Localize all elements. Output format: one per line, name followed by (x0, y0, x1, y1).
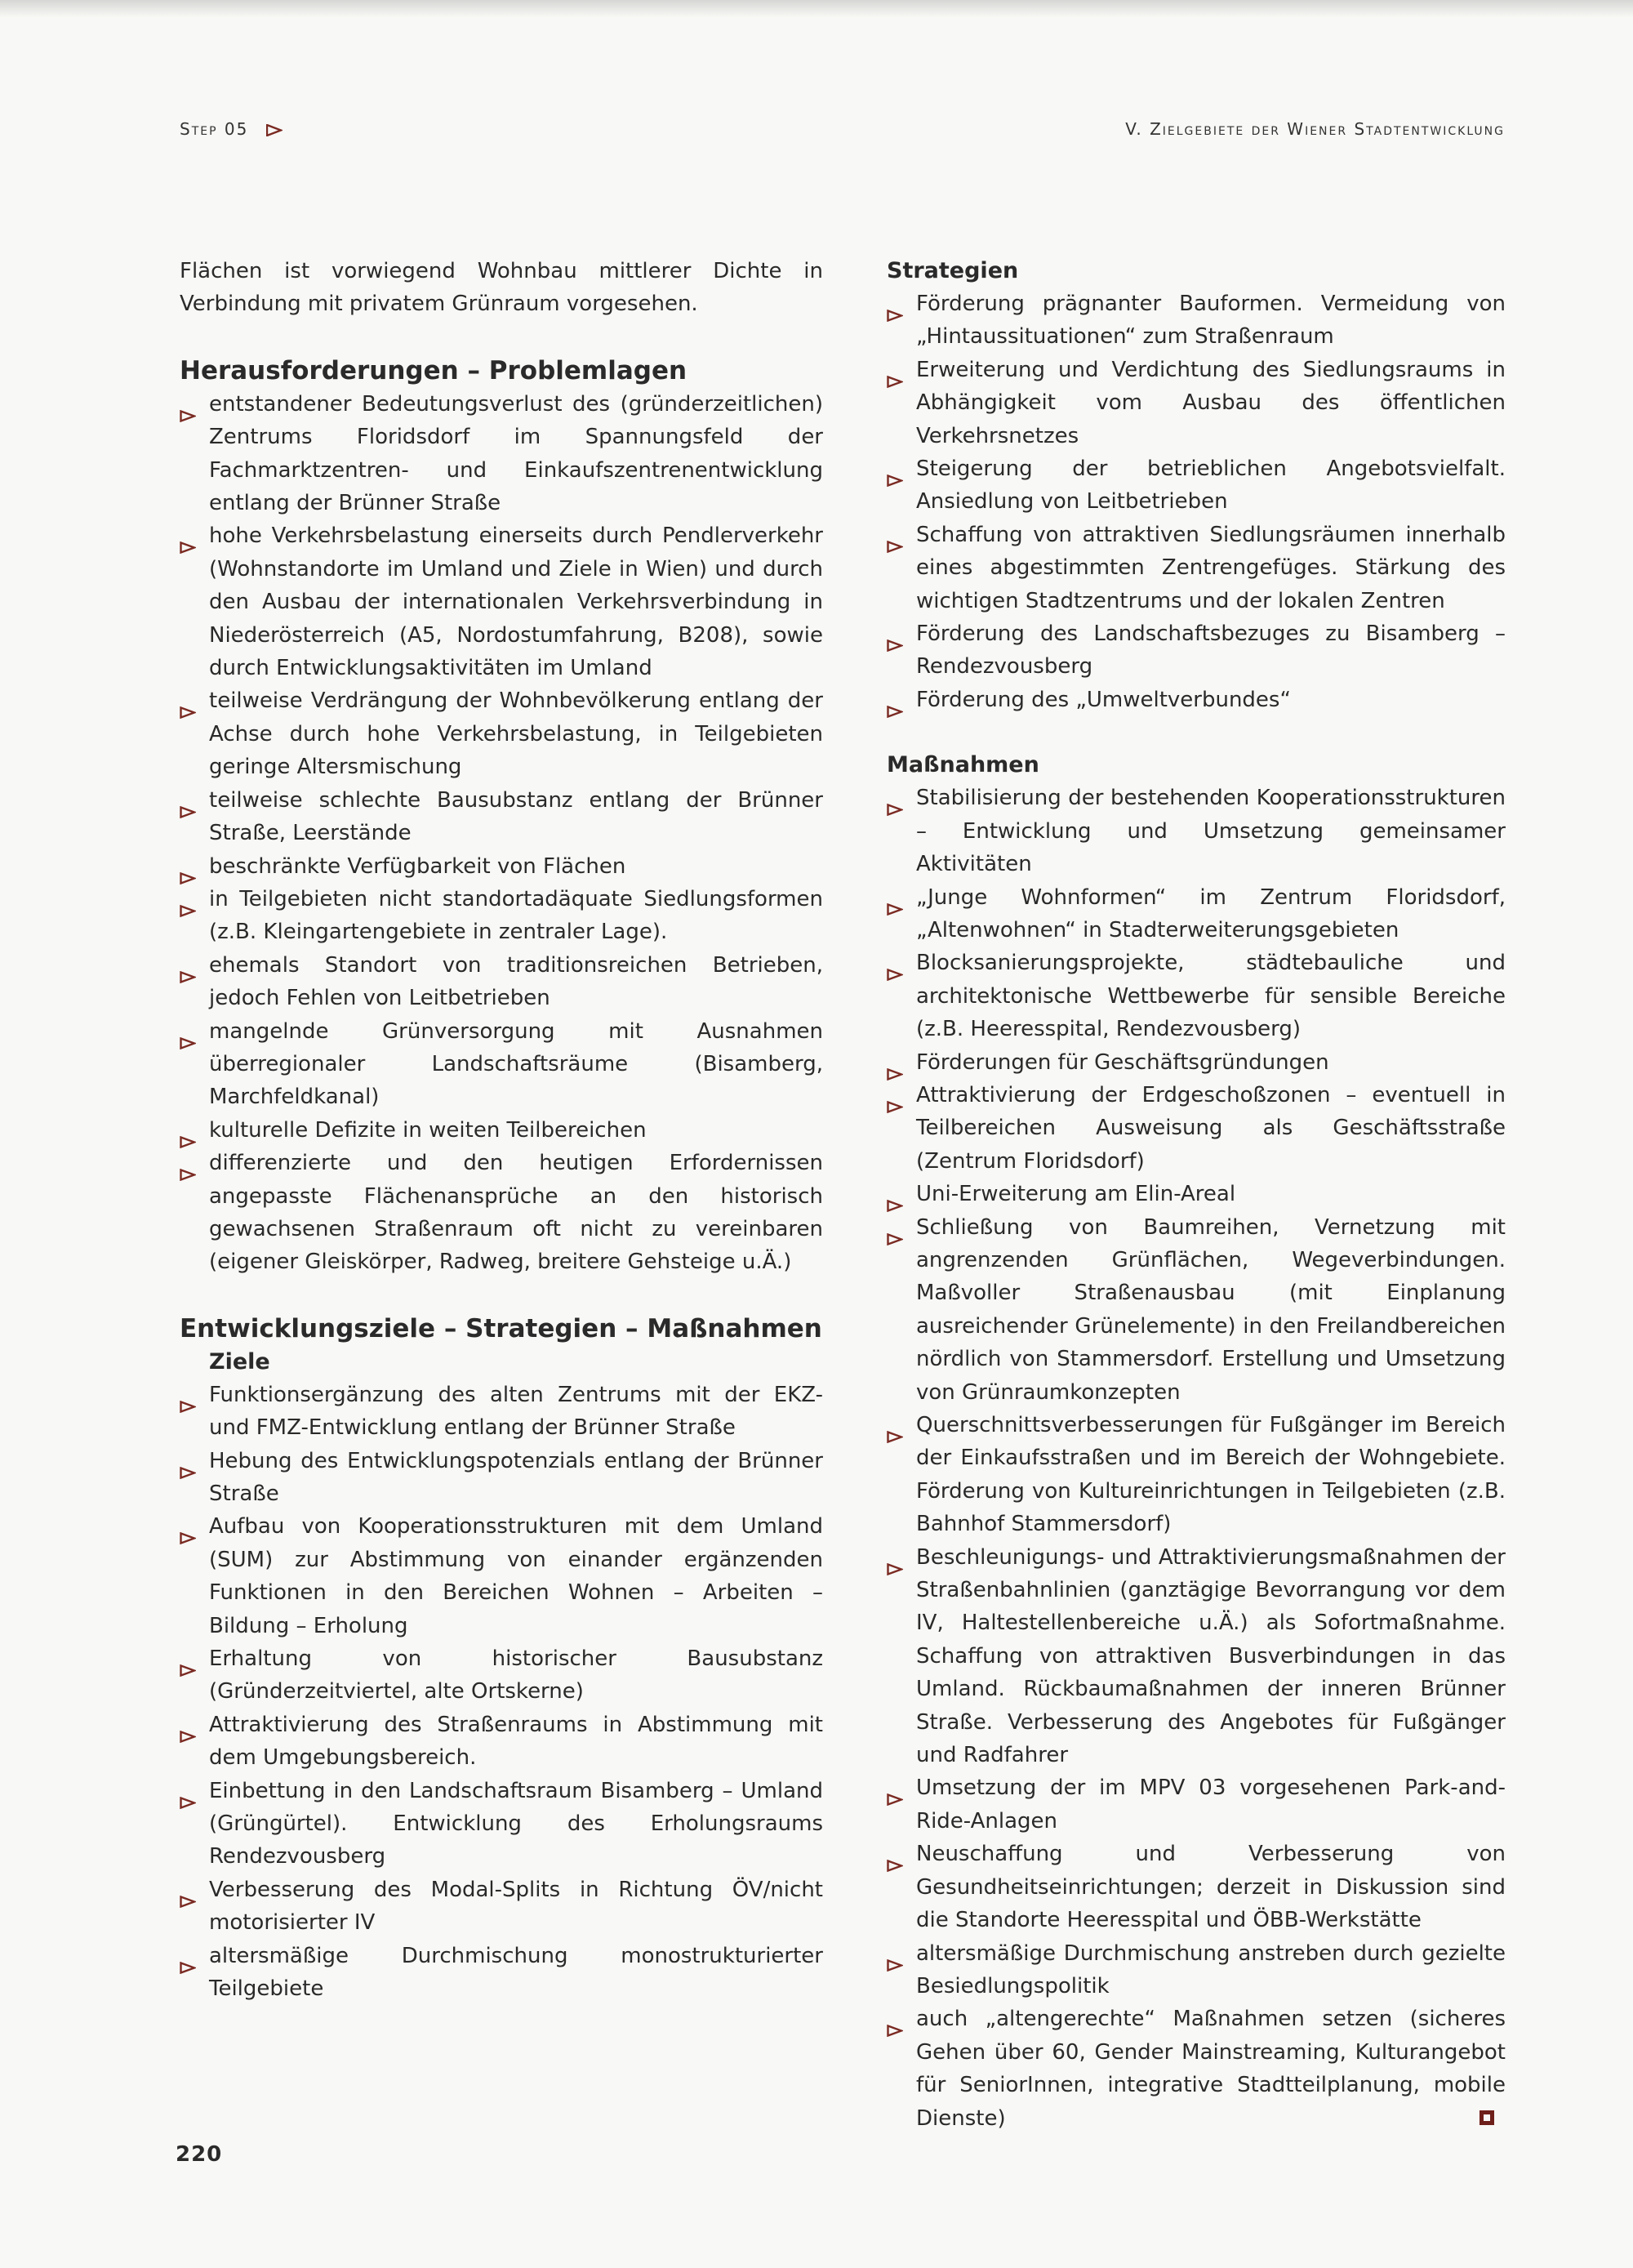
triangle-bullet-icon (887, 893, 903, 905)
list-item-text: differenzierte und den heutigen Erfordernissen angepasste Flächenansprüche an den historisch gewachsenen Straßenraum oft nicht zu vereinbaren (eigener Gleiskörper, Radweg, breitere Gehsteige u.Ä.) (209, 1151, 823, 1275)
list-item (887, 1771, 1506, 1838)
triangle-bullet-icon (887, 530, 903, 542)
list-item-text: Neuschaffung und Verbesserung von Gesundheitseinrichtungen; derzeit in Diskussion sind die Standorte Heeresspital und ÖBB-Werkstätte (916, 1842, 1506, 1933)
list-item-text: entstandener Bedeutungsverlust des (gründerzeitlichen) Zentrums Floridsdorf im Spannungsfeld der Fachmarktzentren- und Einkaufszentrenentwicklung entlang der Brünner Straße (209, 391, 823, 516)
triangle-bullet-icon (180, 1027, 196, 1039)
list-item (887, 1541, 1506, 1772)
list-item (887, 519, 1506, 617)
triangle-bullet-icon (180, 1456, 196, 1468)
list-item-text: Stabilisierung der bestehenden Kooperationsstrukturen – Entwicklung und Umsetzung gemeinsamer Aktivitäten (916, 786, 1506, 877)
page-number: 220 (176, 2142, 223, 2167)
left-column (180, 255, 823, 2006)
measures-heading: Maßnahmen (887, 752, 1039, 778)
triangle-bullet-icon (887, 1783, 903, 1795)
step-label: Step 05 (180, 119, 249, 139)
triangle-bullet-icon (887, 958, 903, 970)
list-item (180, 684, 823, 783)
list-item-text: altersmäßige Durchmischung anstreben durch gezielte Besiedlungspolitik (916, 1940, 1506, 1998)
list-item (887, 881, 1506, 947)
scan-edge (0, 0, 1633, 18)
list-item-text: Steigerung der betrieblichen Angebotsvielfalt. Ansiedlung von Leitbetrieben (916, 457, 1506, 515)
end-of-article-icon (1479, 2110, 1494, 2125)
triangle-bullet-icon (180, 696, 196, 708)
triangle-bullet-icon (180, 399, 196, 412)
strategies-heading: Strategien (887, 258, 1019, 283)
intro-paragraph: Flächen ist vorwiegend Wohnbau mittlerer Dichte in Verbindung mit privatem Grünraum vorgesehen. (180, 259, 823, 317)
list-item-text: Aufbau von Kooperationsstrukturen mit dem Umland (SUM) zur Abstimmung von einander ergänzenden Funktionen in den Bereichen Wohnen – Arbeiten – Bildung – Erholung (209, 1514, 823, 1638)
triangle-bullet-icon (180, 1522, 196, 1534)
list-item-text: hohe Verkehrsbelastung einerseits durch Pendlerverkehr (Wohnstandorte im Umland und Ziele in Wien) und durch den Ausbau der internationalen Verkehrsverbindung in Niederösterreich (A5, Nordostumfahrung, B208), sowie durch Entwicklungsaktivitäten im Umland (209, 524, 823, 681)
triangle-bullet-icon (887, 365, 903, 377)
triangle-bullet-icon (180, 894, 196, 907)
triangle-bullet-icon (887, 1849, 903, 1861)
list-item (887, 1178, 1506, 1210)
list-item-text: Blocksanierungsprojekte, städtebauliche und architektonische Wettbewerbe für sensible Bereiche (z.B. Heeresspital, Rendezvousberg) (916, 951, 1506, 1042)
list-item (887, 947, 1506, 1045)
list-item (887, 1211, 1506, 1409)
list-item-text: ehemals Standort von traditionsreichen Betrieben, jedoch Fehlen von Leitbetrieben (209, 952, 823, 1011)
triangle-arrow-icon (266, 124, 278, 135)
list-item-text: teilweise Verdrängung der Wohnbevölkerung entlang der Achse durch hohe Verkehrsbelastung, in Teilgebieten geringe Altersmischung (209, 688, 823, 780)
goals-subheading: Ziele (209, 1348, 270, 1375)
list-item-text: Verbesserung des Modal-Splits in Richtung ÖV/nicht motorisierter IV (209, 1877, 823, 1936)
triangle-bullet-icon (887, 793, 903, 805)
list-item (887, 354, 1506, 452)
list-item-text: Einbettung in den Landschaftsraum Bisamberg – Umland (Grüngürtel). Entwicklung des Erholungsraums Rendezvousberg (209, 1778, 823, 1869)
list-item (180, 1642, 823, 1709)
running-header-left (180, 119, 278, 139)
right-column (887, 255, 1506, 2135)
list-item (180, 850, 823, 883)
triangle-bullet-icon (180, 1158, 196, 1170)
list-item-text: altersmäßige Durchmischung monostrukturierter Teilgebiete (209, 1943, 823, 2002)
list-item (180, 1379, 823, 1445)
triangle-bullet-icon (887, 1949, 903, 1961)
triangle-bullet-icon (887, 2014, 903, 2026)
list-item (180, 1709, 823, 1775)
goals-heading: Entwicklungsziele – Strategien – Maßnahmen (180, 1313, 822, 1343)
list-item (887, 1409, 1506, 1541)
triangle-bullet-icon (887, 1090, 903, 1103)
list-item (180, 1147, 823, 1279)
list-item (887, 1046, 1506, 1079)
challenges-heading: Herausforderungen – Problemlagen (180, 355, 687, 385)
list-item (887, 1838, 1506, 1936)
list-item-text: Umsetzung der im MPV 03 vorgesehenen Park-and-Ride-Anlagen (916, 1776, 1506, 1834)
list-item (180, 784, 823, 850)
triangle-bullet-icon (180, 1125, 196, 1138)
goals-list (180, 1379, 823, 2006)
strategies-list (887, 287, 1506, 716)
triangle-bullet-icon (180, 531, 196, 543)
list-item-text: in Teilgebieten nicht standortadäquate Siedlungsformen (z.B. Kleingartengebiete in zentraler Lage). (209, 886, 823, 945)
list-item-text: mangelnde Grünversorgung mit Ausnahmen überregionaler Landschaftsräume (Bisamberg, Marchfeldkanal) (209, 1018, 823, 1110)
list-item-text: Erweiterung und Verdichtung des Siedlungsraums in Abhängigkeit vom Ausbau des öffentlichen Verkehrsnetzes (916, 357, 1506, 448)
triangle-bullet-icon (887, 299, 903, 311)
list-item (180, 1445, 823, 1511)
triangle-bullet-icon (887, 1553, 903, 1565)
list-item (887, 1079, 1506, 1178)
triangle-bullet-icon (887, 1058, 903, 1070)
list-item-text: Schließung von Baumreihen, Vernetzung mit angrenzenden Grünflächen, Wegeverbindungen. Maßvoller Straßenausbau (mit Einplanung ausreichender Grünelemente) in den Freilandbereichen nördlich von Stammersdorf. Erstellung und Umsetzung von Grünraumkonzepten (916, 1214, 1506, 1405)
triangle-bullet-icon (180, 1390, 196, 1402)
list-item-text: beschränkte Verfügbarkeit von Flächen (209, 853, 626, 879)
challenges-list (180, 388, 823, 1279)
list-item (887, 782, 1506, 880)
list-item-text: Förderungen für Geschäftsgründungen (916, 1049, 1329, 1075)
list-item-text: Erhaltung von historischer Bausubstanz (Gründerzeitviertel, alte Ortskerne) (209, 1646, 823, 1704)
list-item (180, 1015, 823, 1114)
list-item (180, 949, 823, 1015)
triangle-bullet-icon (180, 1786, 196, 1798)
triangle-bullet-icon (887, 1420, 903, 1433)
measures-list (887, 782, 1506, 2135)
list-item-text: Förderung prägnanter Bauformen. Vermeidung von „Hintaussituationen“ zum Straßenraum (916, 292, 1506, 350)
list-item (180, 388, 823, 520)
triangle-bullet-icon (887, 629, 903, 641)
list-item (180, 1874, 823, 1940)
triangle-bullet-icon (180, 960, 196, 973)
triangle-bullet-icon (180, 1951, 196, 1963)
running-header-right: V. Zielgebiete der Wiener Stadtentwicklung (1125, 119, 1505, 139)
list-item-text: Hebung des Entwicklungspotenzials entlang der Brünner Straße (209, 1448, 823, 1506)
list-item (887, 684, 1506, 716)
triangle-bullet-icon (180, 1654, 196, 1666)
list-item-text: Förderung des „Umweltverbundes“ (916, 687, 1291, 712)
triangle-bullet-icon (887, 695, 903, 707)
list-item (887, 452, 1506, 519)
list-item-text: Schaffung von attraktiven Siedlungsräumen innerhalb eines abgestimmten Zentrengefüges. Stärkung des wichtigen Stadtzentrums und der lokalen Zentren (916, 522, 1506, 613)
triangle-bullet-icon (887, 1223, 903, 1235)
list-item-text: Beschleunigungs- und Attraktivierungsmaßnahmen der Straßenbahnlinien (ganztägige Bevorrangung vor dem IV, Haltestellenbereiche u.Ä.) als Sofortmaßnahme. Schaffung von attraktiven Busverbindungen in das Umland. Rückbaumaßnahmen der inneren Brünner Straße. Verbesserung des Angebotes für Fußgänger und Radfahrer (916, 1544, 1506, 1768)
list-item (180, 1940, 823, 2006)
list-item-text: „Junge Wohnformen“ im Zentrum Floridsdorf, „Altenwohnen“ in Stadterweiterungsgebieten (916, 884, 1506, 942)
list-item-text: auch „altengerechte“ Maßnahmen setzen (sicheres Gehen über 60, Gender Mainstreaming, Kulturangebot für SeniorInnen, integrative Stadtteilplanung, mobile Dienste) (916, 2007, 1506, 2131)
list-item (887, 287, 1506, 354)
list-item (887, 617, 1506, 684)
triangle-bullet-icon (180, 862, 196, 874)
triangle-bullet-icon (887, 464, 903, 476)
list-item-text: Querschnittsverbesserungen für Fußgänger im Bereich der Einkaufsstraßen und im Bereich der Wohngebiete. Förderung von Kultureinrichtungen in Teilgebieten (z.B. Bahnhof Stammersdorf) (916, 1413, 1506, 1537)
triangle-bullet-icon (180, 795, 196, 808)
list-item-text: kulturelle Defizite in weiten Teilbereichen (209, 1117, 647, 1143)
list-item (180, 1510, 823, 1642)
list-item-text: Attraktivierung des Straßenraums in Abstimmung mit dem Umgebungsbereich. (209, 1712, 823, 1771)
triangle-bullet-icon (180, 1885, 196, 1897)
list-item-text: Funktionsergänzung des alten Zentrums mit der EKZ- und FMZ-Entwicklung entlang der Brünner Straße (209, 1382, 823, 1441)
list-item (180, 519, 823, 684)
list-item (180, 1775, 823, 1874)
list-item (180, 883, 823, 949)
triangle-bullet-icon (887, 1189, 903, 1201)
list-item-text: Attraktivierung der Erdgeschoßzonen – eventuell in Teilbereichen Ausweisung als Geschäftsstraße (Zentrum Floridsdorf) (916, 1082, 1506, 1174)
list-item-text: Förderung des Landschaftsbezuges zu Bisamberg – Rendezvousberg (916, 622, 1506, 680)
list-item-text: Uni-Erweiterung am Elin-Areal (916, 1182, 1236, 1207)
list-item-text: teilweise schlechte Bausubstanz entlang der Brünner Straße, Leerstände (209, 787, 823, 846)
triangle-bullet-icon (180, 1720, 196, 1732)
list-item (887, 2003, 1506, 2135)
list-item (887, 1937, 1506, 2003)
list-item (180, 1114, 823, 1147)
